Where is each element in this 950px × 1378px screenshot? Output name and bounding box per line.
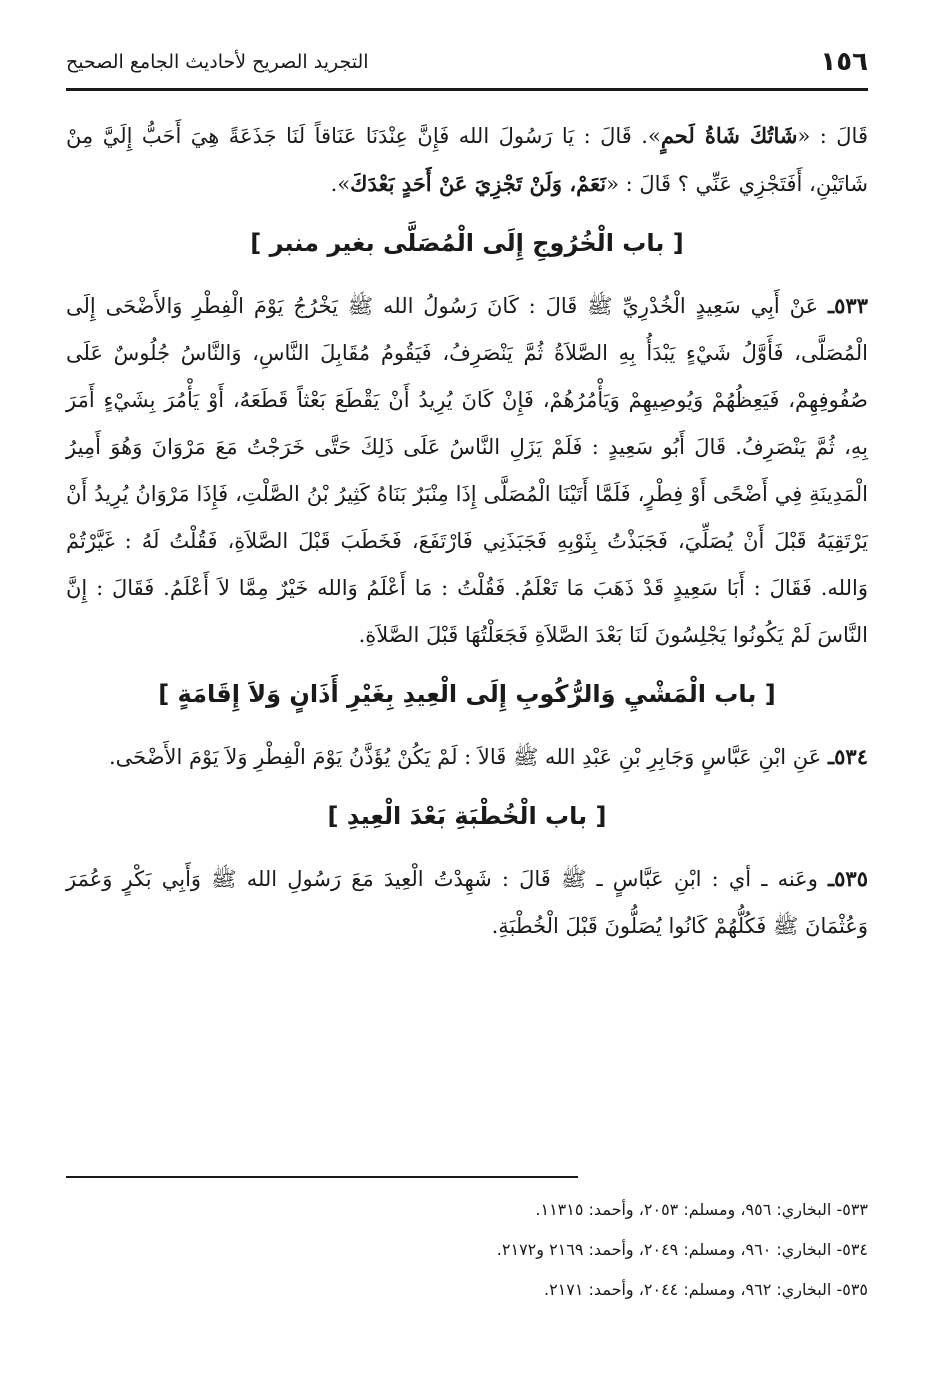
footnote: ٥٣٣- البخاري: ٩٥٦، ومسلم: ٢٠٥٣، وأحمد: ١١٣١٥.	[535, 1200, 868, 1219]
hadith-number: ٥٣٤ـ	[828, 744, 868, 769]
footnote-rule	[66, 1176, 578, 1178]
intro-text-2: ». قَالَ : يَا رَسُولَ الله فَإِنَّ عِنْدَنَا عَنَاقاً لَنَا جَذَعَةً هِيَ أَحَبُّ إِلَيَّ مِنْ شَاتَيْنِ، أَفَتَجْزِي عَنِّي ؟ قَالَ : «	[66, 124, 868, 196]
footnote: ٥٣٥- البخاري: ٩٦٢، ومسلم: ٢٠٤٤، وأحمد: ٢١٧١.	[543, 1280, 868, 1299]
main-text	[66, 112, 868, 960]
hadith-number: ٥٣٣ـ	[828, 293, 868, 318]
intro-paragraph	[66, 112, 868, 208]
prophet-quote-2: نَعَمْ، وَلَنْ تَجْزِيَ عَنْ أَحَدٍ بَعْدَكَ	[350, 171, 607, 196]
chapter-heading: [ باب الْخُرُوجِ إِلَى الْمُصَلَّى بغير منبر ]	[250, 229, 684, 257]
page-number: ١٥٦	[820, 47, 868, 77]
footnotes	[66, 1190, 868, 1310]
intro-text-3: ».	[330, 172, 351, 196]
chapter-heading: [ باب الْمَشْيِ وَالرُّكُوبِ إِلَى الْعِيدِ بِغَيْرِ أَذَانٍ وَلاَ إِقَامَةٍ ]	[158, 680, 776, 708]
footnote: ٥٣٤- البخاري: ٩٦٠، ومسلم: ٢٠٤٩، وأحمد: ٢١٦٩ و٢١٧٢.	[496, 1240, 868, 1259]
running-title: التجريد الصريح لأحاديث الجامع الصحيح	[66, 51, 369, 73]
chapter-heading: [ باب الْخُطْبَةِ بَعْدَ الْعِيدِ ]	[327, 802, 607, 830]
prophet-quote-1: شَاتُكَ شَاةُ لَحمٍ	[660, 123, 798, 148]
intro-text-1: قَالَ : «	[797, 124, 868, 148]
book-page	[66, 0, 868, 1378]
hadith-number: ٥٣٥ـ	[828, 866, 868, 891]
hadith-text: عَنْ أَبِي سَعِيدٍ الْخُدْرِيِّ ﷺ قَالَ : كَانَ رَسُولُ الله ﷺ يَخْرُجُ يَوْمَ الْفِطْرِ وَالأَضْحَى إِلَى الْمُصَلَّى، فَأَوَّلُ شَيْءٍ يَبْدَأُ بِهِ الصَّلاَةُ ثُمَّ يَنْصَرِفُ، فَيَقُومُ مُقَابِلَ النَّاسِ، وَالنَّاسُ جُلُوسٌ عَلَى صُفُوفِهِمْ، فَيَعِظُهُمْ وَيُوصِيهِمْ وَيَأْمُرُهُمْ، فَإِنْ كَانَ يُرِيدُ أَنْ يَقْطَعَ بَعْثاً قَطَعَهُ، أَوْ يَأْمُرَ بِشَيْءٍ أَمَرَ بِهِ، ثُمَّ يَنْصَرِفُ. قَالَ أَبُو سَعِيدٍ : فَلَمْ يَزَلِ النَّاسُ عَلَى ذَلِكَ حَتَّى خَرَجْتُ مَعَ مَرْوَانَ وَهُوَ أَمِيرُ الْمَدِينَةِ فِي أَضْحًى أَوْ فِطْرٍ، فَلَمَّا أَتَيْنَا الْمُصَلَّى إِذَا مِنْبَرٌ بَنَاهُ كَثِيرُ بْنُ الصَّلْتِ، فَإِذَا مَرْوَانُ يُرِيدُ أَنْ يَرْتَقِيَهُ قَبْلَ أَنْ يُصَلِّيَ، فَجَبَذْتُ بِثَوْبِهِ فَجَبَذَنِي فَارْتَفَعَ، فَخَطَبَ قَبْلَ الصَّلاَةِ، فَقُلْتُ لَهُ : غَيَّرْتُمْ وَالله. فَقَالَ : أَبَا سَعِيدٍ قَدْ ذَهَبَ مَا تَعْلَمُ. فَقُلْتُ : مَا أَعْلَمُ وَالله خَيْرٌ مِمَّا لاَ أَعْلَمُ. فَقَالَ : إِنَّ النَّاسَ لَمْ يَكُونُوا يَجْلِسُونَ لَنَا بَعْدَ الصَّلاَةِ فَجَعَلْتُهَا قَبْلَ الصَّلاَةِ.	[66, 294, 868, 647]
hadith-533	[66, 282, 868, 659]
hadith-534	[66, 733, 868, 781]
page-header	[66, 40, 868, 84]
hadith-text: عَنِ ابْنِ عَبَّاسٍ وَجَابِرِ بْنِ عَبْدِ الله ﷺ قَالاَ : لَمْ يَكُنْ يُؤَذَّنُ يَوْمَ الْفِطْرِ وَلاَ يَوْمَ الأَضْحَى.	[108, 745, 822, 769]
header-rule	[66, 88, 868, 91]
hadith-535	[66, 855, 868, 950]
hadith-text: وعَنه ـ أي : ابْنِ عَبَّاسٍ ـ ﷺ قَالَ : شَهِدْتُ الْعِيدَ مَعَ رَسُولِ الله ﷺ وَأَبِي بَكْرٍ وَعُمَرَ وَعُثْمَانَ ﷺ فَكُلُّهُمْ كَانُوا يُصَلُّونَ قَبْلَ الْخُطْبَةِ.	[66, 867, 868, 938]
